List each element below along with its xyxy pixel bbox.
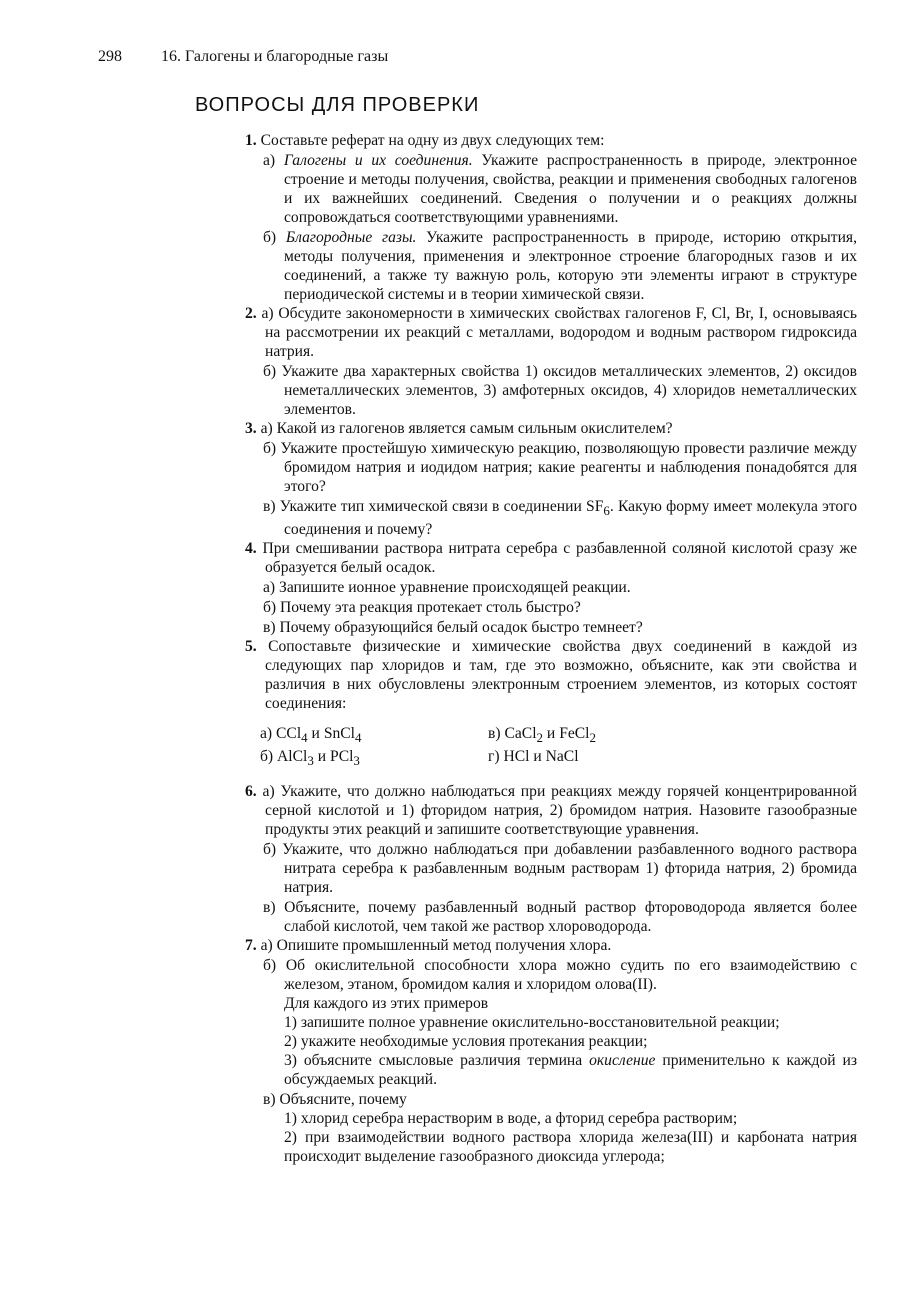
question-2a: 2. а) Обсудите закономерности в химических свойствах галогенов F, Cl, Br, I, основываясь на рассмотрении их реакций с металлами, водородом и водным раствором гидроксида натрия. — [245, 305, 857, 360]
question-7c-1: 1) хлорид серебра нерастворим в воде, а фторид серебра растворим; — [284, 1110, 738, 1128]
question-4a: а) Запишите ионное уравнение происходящей реакции. — [263, 579, 631, 597]
question-7b-intro: Для каждого из этих примеров — [284, 995, 489, 1013]
question-3a: 3. а) Какой из галогенов является самым сильным окислителем? — [245, 420, 673, 437]
question-7b-3: 3) объясните смысловые различия термина окисление применительно к каждой из обсуждаемых реакций. — [284, 1052, 857, 1089]
question-7c: в) Объясните, почему — [263, 1091, 407, 1109]
question-3c: в) Укажите тип химической связи в соединении $SF_6$. Какую форму имеет молекула этого соединения и почему? — [263, 498, 857, 539]
question-7b: б) Об окислительной способности хлора можно судить по его взаимодействию с железом, этаном, бромидом калия и хлоридом олова(II). — [263, 957, 857, 994]
question-4c: в) Почему образующийся белый осадок быстро темнеет? — [263, 619, 643, 637]
page-number: 298 — [98, 48, 122, 65]
pair-v: в) CaCl$_2$ и FeCl$_2$ — [488, 725, 597, 746]
question-7a: 7. а) Опишите промышленный метод получения хлора. — [245, 937, 612, 955]
question-5: 5. Сопоставьте физические и химические свойства двух соединений в каждой из следующих пар хлоридов и там, где это возможно, объясните, как эти свойства и различия в них обусловлены электронным строением элементов, из которых состоят соединения: — [245, 638, 857, 713]
question-6c: в) Объясните, почему разбавленный водный раствор фтороводорода является более слабой кислотой, чем такой же раствор хлороводорода. — [263, 899, 857, 936]
question-6a: 6. а) Укажите, что должно наблюдаться при реакциях между горячей концентрированной серной кислотой и 1) фторидом натрия, 2) бромидом натрия. Назовите газообразные продукты этих реакций и запишите соответствующие уравнения. — [245, 783, 857, 839]
question-1a: а) Галогены и их соединения. Укажите распространенность в природе, электронное строение и методы получения, свойства, реакции и применения свободных галогенов и их важнейших соединений. Сведения о получении и о реакциях должны сопровождаться соответствующими уравнениями. — [263, 152, 857, 226]
question-6b: б) Укажите, что должно наблюдаться при добавлении разбавленного водного раствора нитрата серебра к разбавленным водным растворам 1) фторида натрия, 2) бромида натрия. — [263, 841, 857, 897]
question-7b-1: 1) запишите полное уравнение окислительно-восстановительной реакции; — [284, 1014, 780, 1032]
question-4b: б) Почему эта реакция протекает столь быстро? — [263, 599, 581, 617]
section-title: ВОПРОСЫ ДЛЯ ПРОВЕРКИ — [195, 94, 480, 116]
question-1: 1. Составьте реферат на одну из двух следующих тем: — [245, 132, 605, 149]
question-3b: б) Укажите простейшую химическую реакцию, позволяющую провести различие между бромидом натрия и иодидом натрия; какие реагенты и наблюдения понадобятся для этого? — [263, 440, 857, 495]
pair-a: а) CCl$_4$ и SnCl$_4$ — [260, 725, 362, 746]
question-1b: б) Благородные газы. Укажите распространенность в природе, историю открытия, методы получения, применения и электронное строение благородных газов и их соединений, а также ту важную роль, которую эти элементы играют в структуре периодической системы и в теории химической связи. — [263, 229, 857, 303]
question-2b: б) Укажите два характерных свойства 1) оксидов металлических элементов, 2) оксидов неметаллических элементов, 3) амфотерных оксидов, 4) хлоридов неметаллических элементов. — [263, 363, 857, 418]
pair-g: г) HCl и NaCl — [488, 748, 579, 766]
question-7b-2: 2) укажите необходимые условия протекания реакции; — [284, 1033, 648, 1051]
pair-b: б) AlCl$_3$ и PCl$_3$ — [260, 748, 360, 769]
question-7c-2: 2) при взаимодействии водного раствора хлорида железа(III) и карбоната натрия происходит выделение газообразного диоксида углерода; — [284, 1129, 857, 1166]
chloride-pairs — [260, 724, 857, 770]
chapter-title: 16. Галогены и благородные газы — [161, 48, 389, 65]
running-header — [98, 48, 389, 66]
questions-list — [245, 131, 857, 1166]
question-4: 4. При смешивании раствора нитрата серебра с разбавленной соляной кислотой сразу же образуется белый осадок. — [245, 540, 858, 577]
